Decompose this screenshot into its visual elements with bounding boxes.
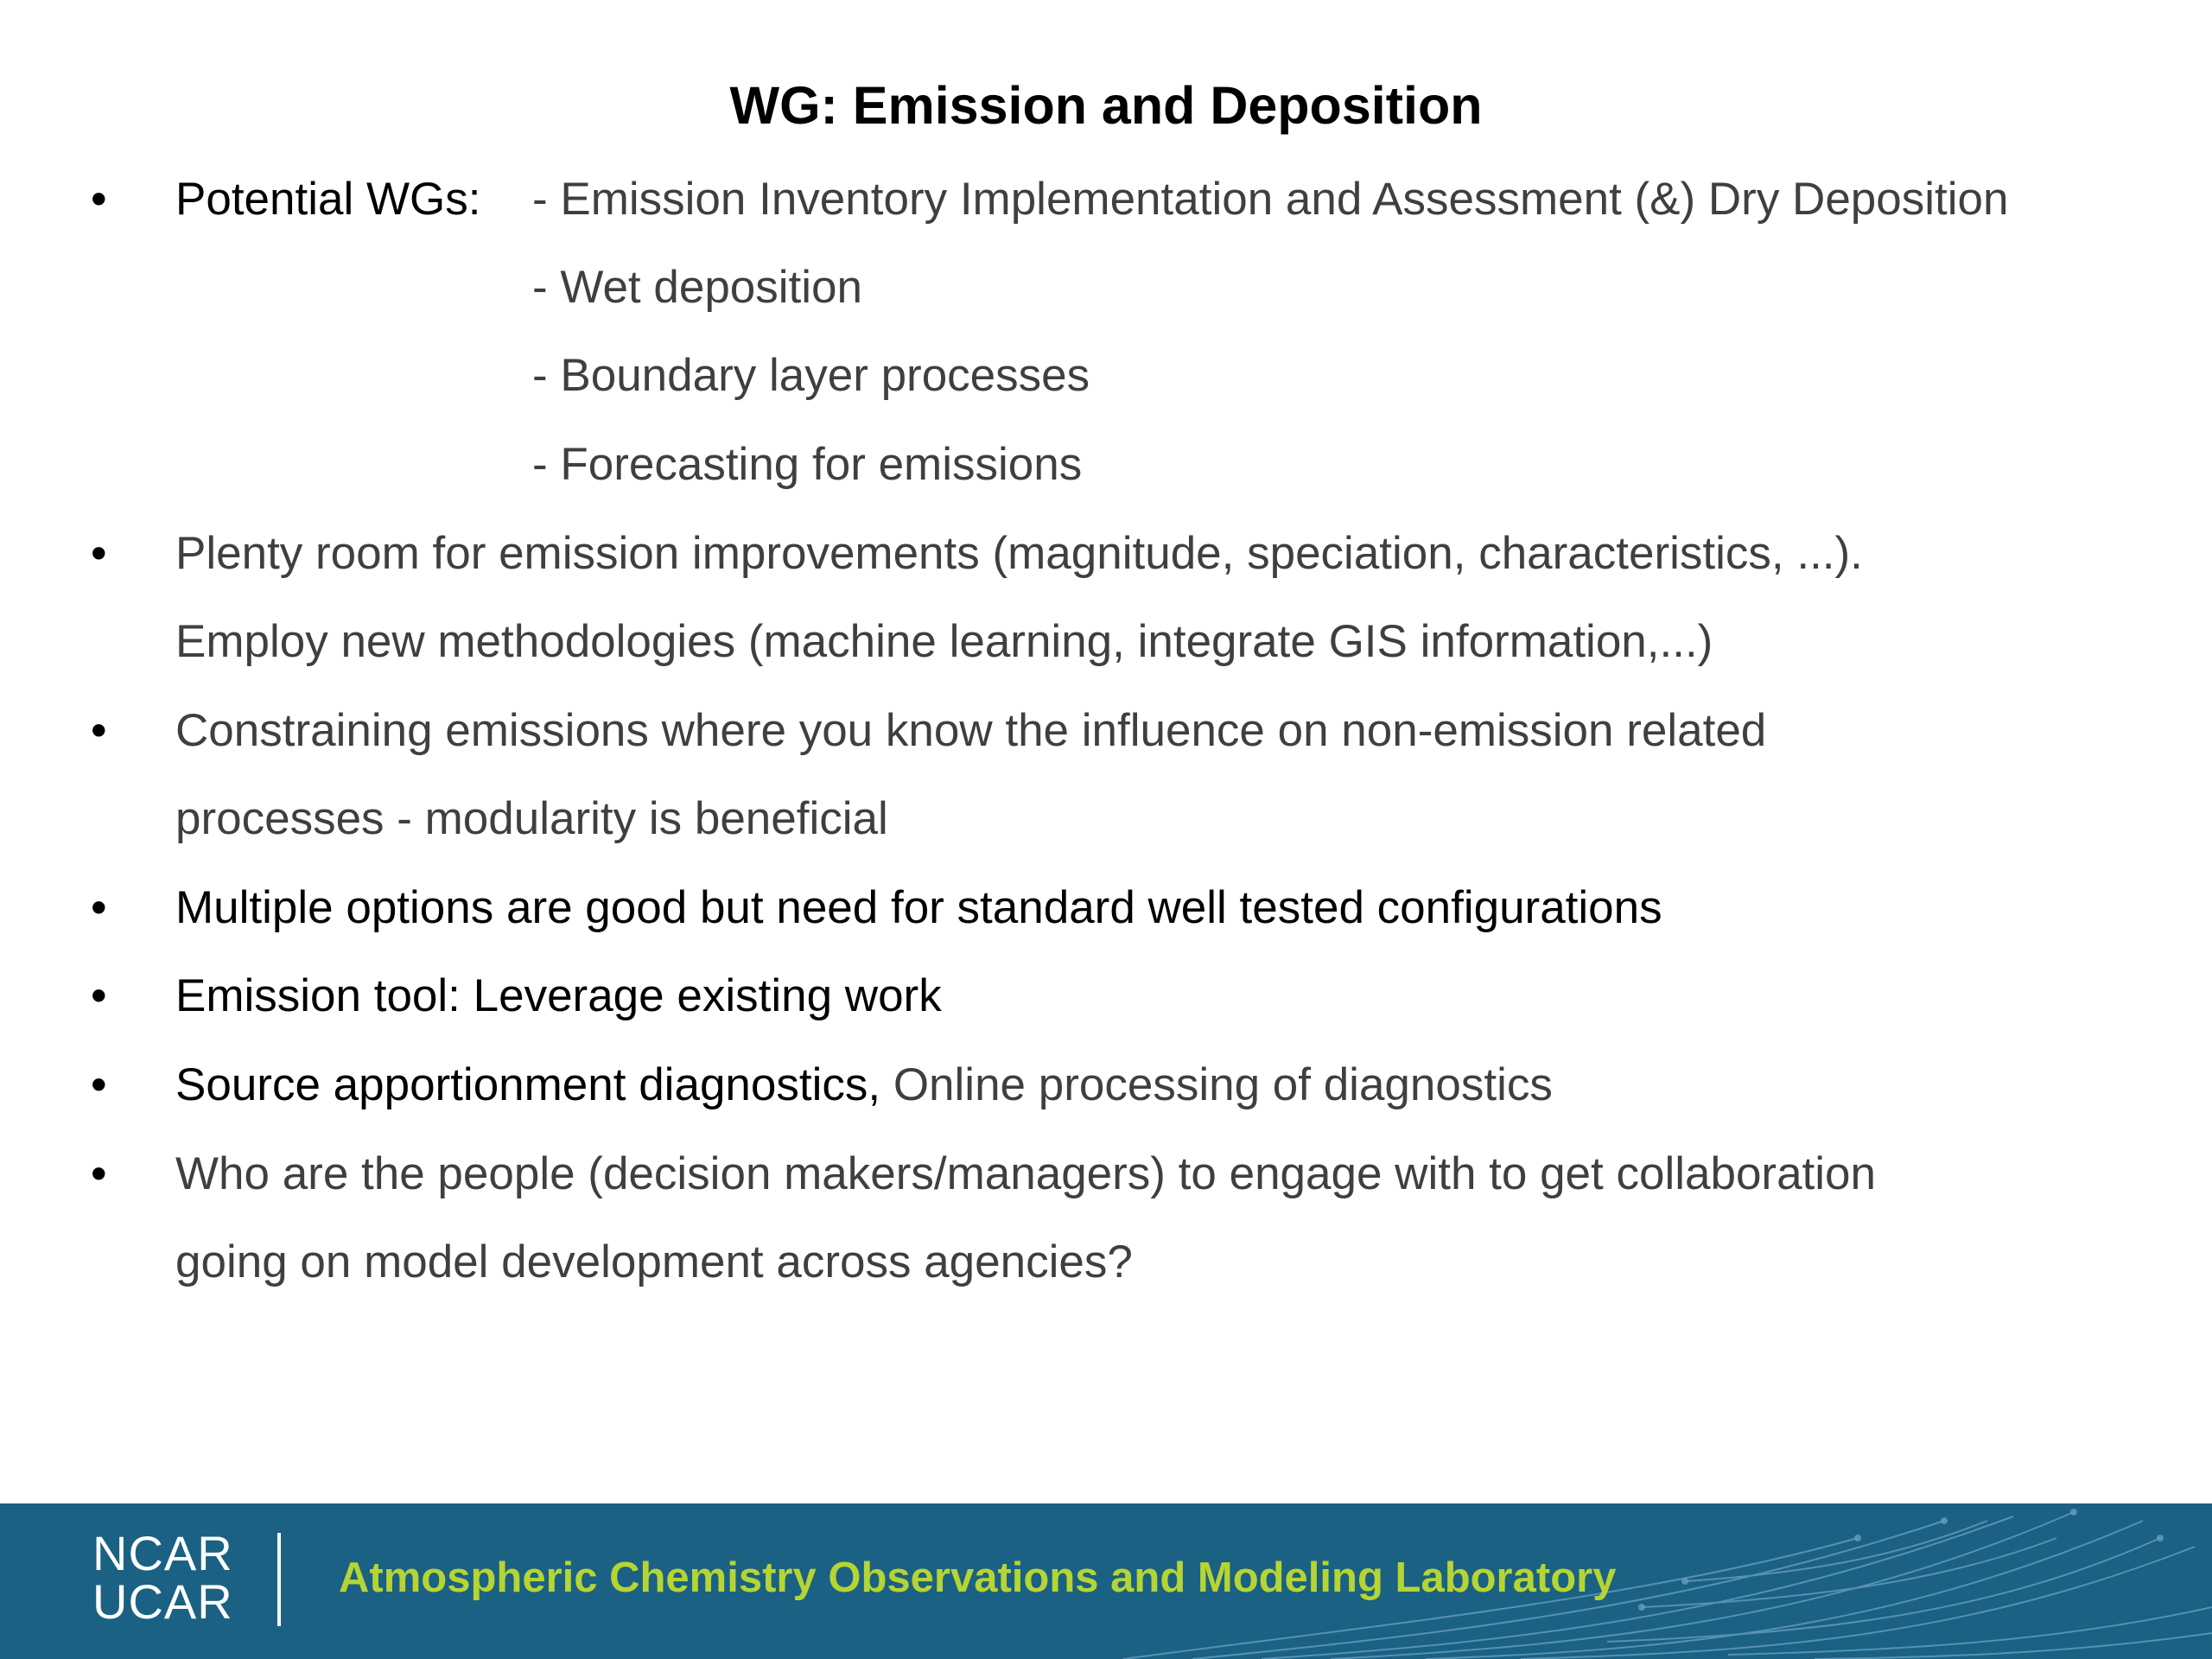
bullet-rest-online-processing: Online processing of diagnostics [880, 1059, 1553, 1110]
bullet-text-line: processes - modularity is beneficial [175, 793, 888, 844]
logo-line-ucar: UCAR [92, 1574, 233, 1629]
footer-band [0, 1503, 2212, 1659]
logo-line-ncar: NCAR [92, 1526, 233, 1580]
bullet-lead-potential-wgs: Potential WGs: [175, 174, 481, 225]
bullet-marker: • [91, 970, 107, 1021]
bullet-marker: • [91, 174, 107, 225]
sub-item-forecasting: - Forecasting for emissions [532, 439, 1083, 490]
bullet-marker: • [91, 1148, 107, 1199]
slide-title: WG: Emission and Deposition [729, 76, 1483, 135]
sub-item-boundary-layer: - Boundary layer processes [532, 350, 1090, 401]
bullet-text-line: going on model development across agencies? [175, 1236, 1133, 1287]
bullet-text-line: Plenty room for emission improvements (magnitude, speciation, characteristics, ...). [175, 528, 1863, 579]
bullet-marker: • [91, 1059, 107, 1110]
lab-name: Atmospheric Chemistry Observations and Modeling Laboratory [339, 1554, 1617, 1601]
sub-item-emission-inventory: - Emission Inventory Implementation and Assessment (&) Dry Deposition [532, 174, 2009, 225]
bullet-text-line-source-apportionment [175, 1055, 1553, 1116]
bullet-text-line: Employ new methodologies (machine learning, integrate GIS information,...) [175, 616, 1713, 667]
bullet-marker: • [91, 882, 107, 933]
bullet-lead-source-apportionment: Source apportionment diagnostics, [175, 1059, 881, 1110]
bullet-text-line: Multiple options are good but need for standard well tested configurations [175, 882, 1662, 933]
bullet-marker: • [91, 528, 107, 579]
sub-item-wet-deposition: - Wet deposition [532, 262, 862, 313]
ncar-ucar-logo [92, 1526, 233, 1629]
bullet-text-line: Emission tool: Leverage existing work [175, 970, 942, 1021]
bullet-text-line: Who are the people (decision makers/managers) to engage with to get collaboration [175, 1148, 1877, 1199]
bullet-text-line: Constraining emissions where you know the influence on non-emission related [175, 705, 1767, 756]
bullet-marker: • [91, 705, 107, 756]
logo-divider [277, 1533, 281, 1626]
